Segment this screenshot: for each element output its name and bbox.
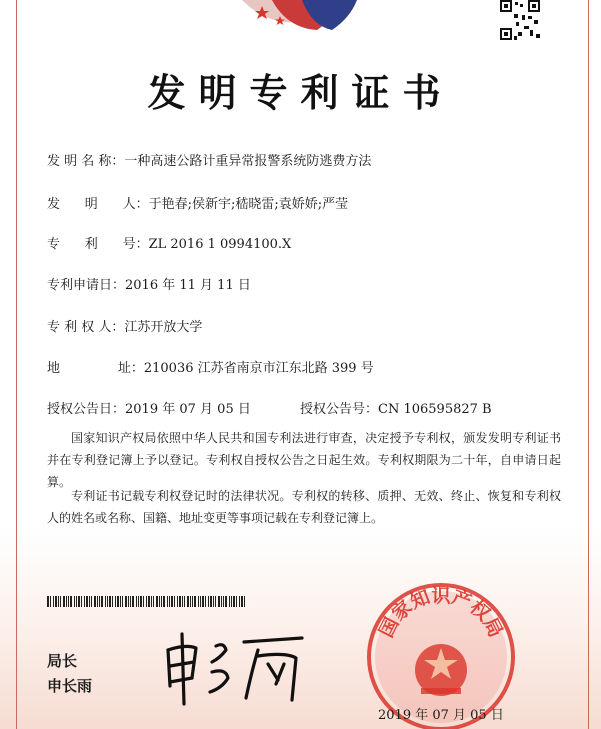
filing-date-label: 专利申请日： [47, 278, 126, 293]
barcode-icon [47, 596, 247, 607]
patent-number-row [47, 233, 291, 252]
seal-text: 国家知识产权局 [375, 584, 507, 641]
emblem-fragment-icon [232, 0, 372, 40]
filing-date-row [47, 274, 251, 293]
grant-number-label: 授权公告号： [300, 402, 379, 417]
inventors-row [47, 193, 348, 212]
patentee-label: 专 利 权 人： [47, 320, 125, 335]
grant-statement-paragraph: 国家知识产权局依照中华人民共和国专利法进行审查，决定授予专利权，颁发发明专利证书并在专利登记簿上予以登记。专利权自授权公告之日起生效。专利权期限为二十年，自申请日起算。 [47, 431, 561, 489]
issue-date: 2019 年 07 月 05 日 [378, 708, 504, 723]
chief-title: 局长 [47, 652, 78, 670]
qr-code-icon [500, 0, 540, 40]
grant-date-label: 授权公告日： [47, 402, 126, 417]
handwritten-signature [160, 628, 310, 708]
grant-date-value: 2019 年 07 月 05 日 [125, 402, 251, 417]
patentee-row [47, 316, 202, 335]
chief-name: 申长雨 [47, 677, 93, 695]
grant-number-value: CN 106595827 B [378, 402, 492, 417]
invention-name-row [47, 150, 371, 169]
inventors-label: 发 明 人： [47, 197, 149, 212]
certificate-title: 发明专利证书 [147, 71, 454, 115]
grant-number-row [300, 398, 492, 417]
patentee-value: 江苏开放大学 [124, 320, 203, 335]
address-label: 地 址： [47, 361, 144, 376]
inventors-value: 于艳春;侯新宇;嵇晓雷;袁娇娇;严莹 [148, 197, 349, 212]
grant-date-row [47, 398, 251, 417]
patent-number-value: ZL 2016 1 0994100.X [148, 237, 292, 252]
legal-status-paragraph: 专利证书记载专利权登记时的法律状况。专利权的转移、质押、无效、终止、恢复和专利权人的姓名或名称、国籍、地址变更等事项记载在专利登记簿上。 [47, 489, 561, 525]
filing-date-value: 2016 年 11 月 11 日 [125, 278, 251, 293]
address-row [47, 357, 374, 376]
patent-number-label: 专 利 号： [47, 237, 149, 252]
address-value: 210036 江苏省南京市江东北路 399 号 [143, 361, 374, 376]
invention-name-label: 发 明 名 称： [47, 154, 125, 169]
invention-name-value: 一种高速公路计重异常报警系统防逃费方法 [124, 154, 372, 169]
